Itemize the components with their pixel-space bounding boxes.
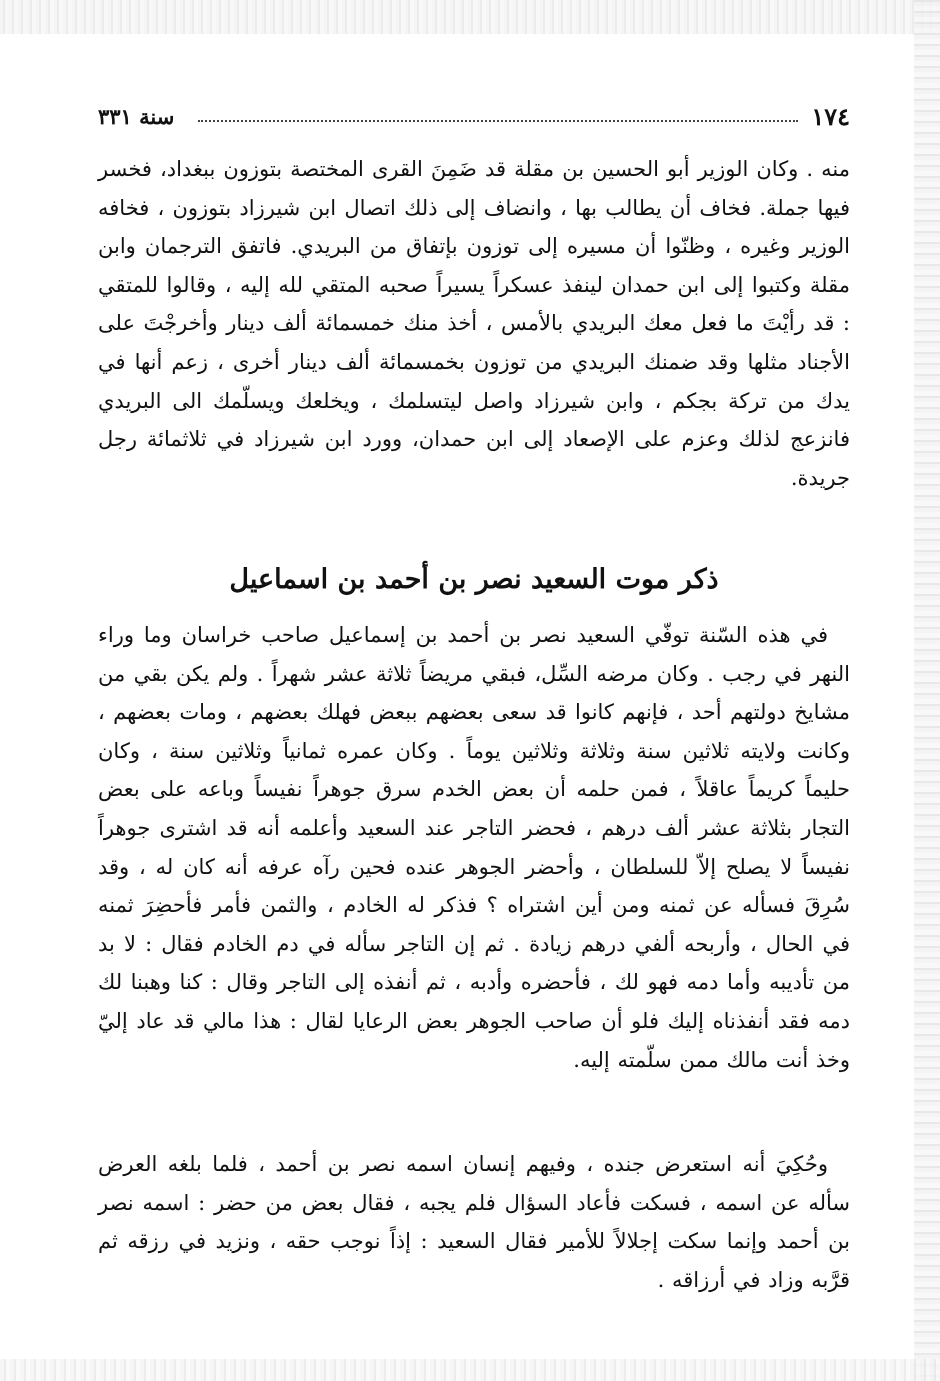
section-heading: ذكر موت السعيد نصر بن أحمد بن اسماعيل [229, 564, 719, 595]
year-label: سنة ٣٣١ [98, 104, 175, 129]
page-number: ١٧٤ [811, 102, 850, 131]
scan-edge-bottom [0, 1359, 940, 1381]
scan-edge-right [914, 0, 940, 1381]
running-head [98, 100, 850, 134]
header-dotted-rule [198, 120, 798, 122]
scan-edge-top [0, 0, 940, 34]
paragraph-2: في هذه السّنة توفّي السعيد نصر بن أحمد بن إسماعيل صاحب خراسان وما وراء النهر في رجب . وكان مرضه السِّل، فبقي مريضاً ثلاثة عشر شهراً . ولم يكن بقي من مشايخ دولتهم أحد ، فإنهم كانوا قد سعى بعضهم ببعض فهلك بعضهم ، ومات بعضهم ، وكانت ولايته ثلاثين سنة وثلاثة وثلاثين يوماً . وكان عمره ثمانياً وثلاثين سنة ، وكان حليماً كريماً عاقلاً ، فمن حلمه أن بعض الخدم سرق جوهراً نفيساً وباعه على بعض التجار بثلاثة عشر ألف درهم ، فحضر التاجر عند السعيد وأعلمه أنه قد اشترى جوهراً نفيساً لا يصلح إلاّ للسلطان ، وأحضر الجوهر عنده فحين رآه عرفه أنه كان له ، وقد سُرِقَ فسأله عن ثمنه ومن أين اشتراه ؟ فذكر له الخادم ، والثمن فأمر فأحضِرَ ثمنه في الحال ، وأربحه ألفي درهم زيادة . ثم إن التاجر سأله في دم الخادم فقال : لا بد من تأديبه وأما دمه فهو لك ، فأحضره وأدبه ، ثم أنفذه إلى التاجر وقال : كنا وهبنا لك دمه فقد أنفذناه إليك فلو أن صاحب الجوهر بعض الرعايا لقال : هذا مالي قد عاد إليّ وخذ أنت مالك ممن سلّمته إليه. [98, 623, 850, 1072]
paragraph-1: منه . وكان الوزير أبو الحسين بن مقلة قد ضَمِنَ القرى المختصة بتوزون ببغداد، فخسر فيها جملة. فخاف أن يطالب بها ، وانضاف إلى ذلك اتصال ابن شيرزاد بتوزون ، فخافه الوزير وغيره ، وظنّوا أن مسيره إلى توزون بإتفاق من البريدي. فاتفق الترجمان وابن مقلة وكتبوا إلى ابن حمدان لينفذ عسكراً يسيراً صحبه المتقي لله إليه ، وقالوا للمتقي : قد رأيْتَ ما فعل معك البريدي بالأمس ، أخذ منك خمسمائة ألف دينار وأخرجْتَ على الأجناد مثلها وقد ضمنك البريدي من توزون بخمسمائة ألف دينار أخرى ، زعم أنها في يدك من تركة بجكم ، وابن شيرزاد واصل ليتسلمك ، ويخلعك ويسلّمك الى البريدي فانزعج لذلك وعزم على الإصعاد إلى ابن حمدان، وورد ابن شيرزاد في ثلاثمائة رجل جريدة. [98, 157, 850, 490]
paragraph-3: وحُكِيَ أنه استعرض جنده ، وفيهم إنسان اسمه نصر بن أحمد ، فلما بلغه العرض سأله عن اسمه ، فسكت فأعاد السؤال فلم يجبه ، فقال بعض من حضر : اسمه نصر بن أحمد وإنما سكت إجلالاً للأمير فقال السعيد : إذاً نوجب حقه ، ونزيد في رزقه ثم قرَّبه وزاد في أرزاقه . [98, 1152, 850, 1292]
